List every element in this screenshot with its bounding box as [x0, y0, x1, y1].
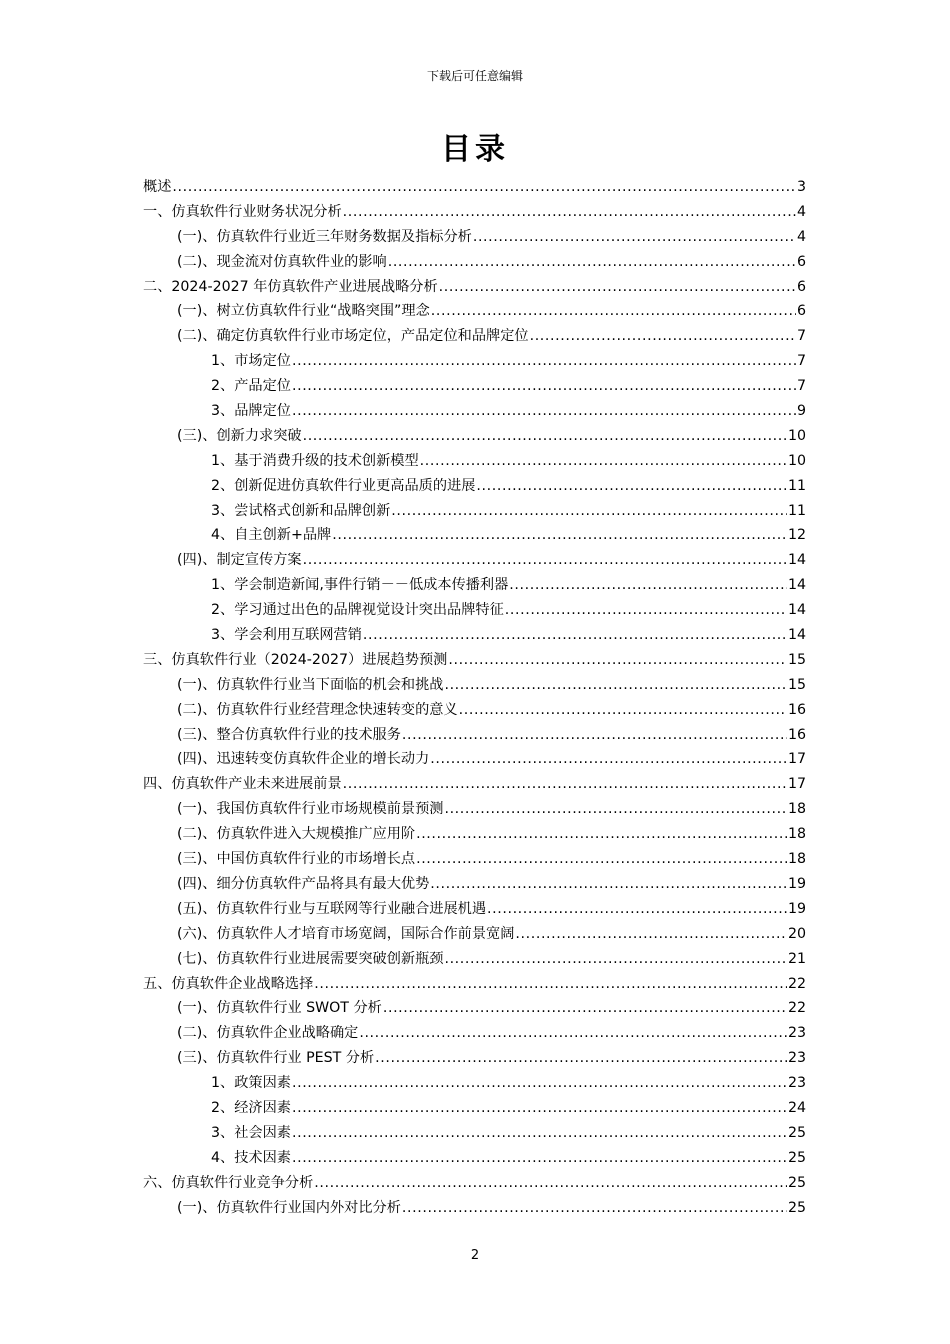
toc-entry[interactable]: [143, 1071, 806, 1096]
toc-entry-page: 22: [787, 975, 806, 992]
toc-entry-page: 15: [787, 651, 806, 668]
toc-entry-title: (四)、迅速转变仿真软件企业的增长动力: [177, 751, 430, 768]
toc-entry-title: 2、经济因素: [211, 1099, 291, 1116]
toc-dot-leader: [509, 573, 787, 598]
toc-entry-title: 3、品牌定位: [211, 403, 291, 420]
toc-dot-leader: [172, 175, 796, 200]
toc-dot-leader: [416, 822, 787, 847]
toc-entry[interactable]: [143, 299, 806, 324]
toc-entry-title: (二)、仿真软件行业经营理念快速转变的意义: [177, 701, 458, 718]
toc-dot-leader: [343, 200, 796, 225]
toc-entry-page: 15: [787, 676, 806, 693]
toc-entry[interactable]: [143, 523, 806, 548]
toc-entry-title: (二)、仿真软件企业战略确定: [177, 1025, 359, 1042]
toc-dot-leader: [292, 1096, 787, 1121]
toc-entry[interactable]: [143, 349, 806, 374]
toc-dot-leader: [292, 399, 796, 424]
toc-entry-title: 一、仿真软件行业财务状况分析: [143, 203, 342, 220]
toc-entry-page: 22: [787, 1000, 806, 1017]
toc-entry-title: 六、仿真软件行业竞争分析: [143, 1174, 314, 1191]
toc-entry-page: 12: [787, 527, 806, 544]
toc-entry-title: 1、基于消费升级的技术创新模型: [211, 452, 419, 469]
toc-entry-page: 7: [796, 328, 806, 345]
toc-entry[interactable]: [143, 897, 806, 922]
toc-dot-leader: [292, 1071, 787, 1096]
toc-dot-leader: [487, 897, 787, 922]
page-title: 目录: [441, 132, 509, 167]
toc-entry[interactable]: [143, 1196, 806, 1221]
toc-entry-page: 14: [787, 602, 806, 619]
toc-entry[interactable]: [143, 723, 806, 748]
toc-entry-title: (一)、仿真软件行业 SWOT 分析: [177, 1000, 382, 1017]
toc-dot-leader: [388, 250, 796, 275]
toc-entry-title: 4、技术因素: [211, 1149, 291, 1166]
toc-entry-title: (六)、仿真软件人才培育市场宽阔，国际合作前景宽阔: [177, 925, 515, 942]
toc-entry-title: (三)、创新力求突破: [177, 427, 302, 444]
toc-entry-title: 三、仿真软件行业（2024-2027）进展趋势预测: [143, 651, 448, 668]
toc-entry-page: 10: [787, 427, 806, 444]
toc-dot-leader: [303, 548, 787, 573]
toc-entry[interactable]: [143, 673, 806, 698]
toc-entry-page: 14: [787, 627, 806, 644]
toc-entry-title: (一)、仿真软件行业近三年财务数据及指标分析: [177, 228, 472, 245]
toc-entry-title: 2、产品定位: [211, 378, 291, 395]
toc-entry-page: 25: [787, 1174, 806, 1191]
toc-entry[interactable]: [143, 250, 806, 275]
toc-dot-leader: [292, 1121, 787, 1146]
toc-entry-title: (二)、确定仿真软件行业市场定位，产品定位和品牌定位: [177, 328, 529, 345]
toc-entry-page: 7: [796, 378, 806, 395]
toc-entry-page: 16: [787, 701, 806, 718]
toc-entry-title: 3、尝试格式创新和品牌创新: [211, 502, 391, 519]
toc-dot-leader: [303, 424, 787, 449]
toc-entry-page: 4: [796, 203, 806, 220]
toc-entry[interactable]: [143, 623, 806, 648]
header-note: 下载后可任意编辑: [426, 69, 523, 83]
toc-entry-page: 23: [787, 1025, 806, 1042]
page-number: 2: [470, 1248, 480, 1263]
toc-dot-leader: [420, 449, 787, 474]
toc-entry-page: 21: [787, 950, 806, 967]
toc-entry-title: 2、创新促进仿真软件行业更高品质的进展: [211, 477, 476, 494]
toc-entry[interactable]: [143, 1171, 806, 1196]
toc-entry[interactable]: [143, 1046, 806, 1071]
toc-entry-title: 1、市场定位: [211, 353, 291, 370]
toc-dot-leader: [343, 772, 787, 797]
toc-dot-leader: [439, 275, 796, 300]
toc-entry[interactable]: [143, 797, 806, 822]
toc-dot-leader: [375, 1046, 787, 1071]
toc-entry-page: 6: [796, 303, 806, 320]
toc-dot-leader: [292, 374, 796, 399]
toc-entry[interactable]: [143, 872, 806, 897]
toc-entry-title: 3、社会因素: [211, 1124, 291, 1141]
toc-entry-title: (一)、仿真软件行业当下面临的机会和挑战: [177, 676, 444, 693]
toc-entry-title: (三)、整合仿真软件行业的技术服务: [177, 726, 401, 743]
toc-entry-title: (二)、现金流对仿真软件业的影响: [177, 253, 387, 270]
toc-entry-title: (七)、仿真软件行业进展需要突破创新瓶颈: [177, 950, 444, 967]
toc-dot-leader: [363, 623, 787, 648]
toc-entry-page: 23: [787, 1050, 806, 1067]
toc-entry[interactable]: [143, 996, 806, 1021]
toc-dot-leader: [530, 324, 796, 349]
toc-dot-leader: [473, 225, 796, 250]
toc-dot-leader: [332, 523, 787, 548]
toc-entry-page: 18: [787, 851, 806, 868]
toc-dot-leader: [402, 1196, 787, 1221]
toc-entry-page: 18: [787, 801, 806, 818]
toc-entry-page: 25: [787, 1124, 806, 1141]
toc-dot-leader: [359, 1021, 787, 1046]
toc-entry[interactable]: [143, 548, 806, 573]
toc-entry-page: 17: [787, 776, 806, 793]
toc-dot-leader: [383, 996, 787, 1021]
toc-entry[interactable]: [143, 648, 806, 673]
toc-entry-page: 11: [787, 502, 806, 519]
toc-entry[interactable]: [143, 772, 806, 797]
toc-entry-title: 二、2024-2027 年仿真软件产业进展战略分析: [143, 278, 438, 295]
toc-entry[interactable]: [143, 1146, 806, 1171]
toc-entry-page: 6: [796, 278, 806, 295]
toc-entry[interactable]: [143, 200, 806, 225]
toc-entry[interactable]: [143, 374, 806, 399]
toc-entry[interactable]: [143, 275, 806, 300]
toc-entry-page: 10: [787, 452, 806, 469]
toc-entry-page: 3: [796, 179, 806, 195]
toc-entry-page: 6: [796, 253, 806, 270]
toc-dot-leader: [459, 698, 787, 723]
toc-entry[interactable]: [143, 225, 806, 250]
toc-entry-title: 五、仿真软件企业战略选择: [143, 975, 314, 992]
toc-dot-leader: [430, 872, 787, 897]
toc-entry[interactable]: [143, 698, 806, 723]
toc-entry-title: (三)、中国仿真软件行业的市场增长点: [177, 851, 416, 868]
toc-dot-leader: [314, 972, 787, 997]
toc-entry[interactable]: [143, 847, 806, 872]
toc-entry[interactable]: [143, 1096, 806, 1121]
toc-entry[interactable]: [143, 1021, 806, 1046]
toc-entry-page: 24: [787, 1099, 806, 1116]
toc-entry[interactable]: [143, 598, 806, 623]
toc-entry-page: 14: [787, 577, 806, 594]
toc-entry-title: (四)、制定宣传方案: [177, 552, 302, 569]
toc-entry-title: 1、学会制造新闻,事件行销－－低成本传播利器: [211, 577, 509, 594]
toc-entry[interactable]: [143, 399, 806, 424]
toc-entry[interactable]: [143, 1121, 806, 1146]
toc-entry-page: 7: [796, 353, 806, 370]
toc-dot-leader: [391, 499, 787, 524]
toc-entry[interactable]: [143, 499, 806, 524]
toc-entry-page: 17: [787, 751, 806, 768]
toc-entry[interactable]: [143, 747, 806, 772]
toc-entry-page: 11: [787, 477, 806, 494]
toc-entry-page: 9: [796, 403, 806, 420]
toc-entry[interactable]: [143, 474, 806, 499]
toc-entry-title: (一)、树立仿真软件行业“战略突围”理念: [177, 303, 430, 320]
toc-dot-leader: [402, 723, 787, 748]
toc-entry-page: 19: [787, 875, 806, 892]
toc-dot-leader: [515, 922, 787, 947]
toc-entry-title: (二)、仿真软件进入大规模推广应用阶: [177, 826, 416, 843]
toc-entry[interactable]: [143, 424, 806, 449]
toc-dot-leader: [292, 1146, 787, 1171]
toc-entry-title: 1、政策因素: [211, 1075, 291, 1092]
toc-entry-page: 18: [787, 826, 806, 843]
toc-entry-title: 2、学习通过出色的品牌视觉设计突出品牌特征: [211, 602, 504, 619]
toc-entry-title: 概述: [143, 179, 172, 195]
toc-entry-title: 四、仿真软件产业未来进展前景: [143, 776, 342, 793]
toc-entry[interactable]: [143, 324, 806, 349]
toc-dot-leader: [416, 847, 787, 872]
toc-entry-title: 3、学会利用互联网营销: [211, 627, 362, 644]
toc-entry[interactable]: [143, 449, 806, 474]
toc-dot-leader: [431, 299, 796, 324]
toc-dot-leader: [444, 673, 786, 698]
toc-entry-page: 19: [787, 900, 806, 917]
toc-entry[interactable]: [143, 573, 806, 598]
toc-entry-title: (一)、仿真软件行业国内外对比分析: [177, 1199, 401, 1216]
toc-entry[interactable]: [143, 922, 806, 947]
toc-entry-title: (三)、仿真软件行业 PEST 分析: [177, 1050, 375, 1067]
toc-entry[interactable]: [143, 947, 806, 972]
toc-entry-page: 16: [787, 726, 806, 743]
table-of-contents: [143, 175, 806, 1220]
toc-entry-title: 4、自主创新+品牌: [211, 527, 332, 544]
toc-entry-page: 14: [787, 552, 806, 569]
toc-entry-page: 25: [787, 1199, 806, 1216]
toc-entry[interactable]: [143, 175, 806, 200]
toc-dot-leader: [448, 648, 787, 673]
toc-dot-leader: [292, 349, 796, 374]
toc-entry-title: (一)、我国仿真软件行业市场规模前景预测: [177, 801, 444, 818]
toc-entry-page: 20: [787, 925, 806, 942]
toc-entry[interactable]: [143, 972, 806, 997]
toc-dot-leader: [314, 1171, 787, 1196]
toc-entry-title: (五)、仿真软件行业与互联网等行业融合进展机遇: [177, 900, 487, 917]
toc-dot-leader: [430, 747, 787, 772]
toc-dot-leader: [505, 598, 787, 623]
toc-entry-page: 4: [796, 228, 806, 245]
toc-entry-title: (四)、细分仿真软件产品将具有最大优势: [177, 875, 430, 892]
toc-dot-leader: [444, 797, 786, 822]
toc-entry-page: 23: [787, 1075, 806, 1092]
toc-dot-leader: [444, 947, 786, 972]
toc-entry-page: 25: [787, 1149, 806, 1166]
toc-dot-leader: [476, 474, 787, 499]
toc-entry[interactable]: [143, 822, 806, 847]
